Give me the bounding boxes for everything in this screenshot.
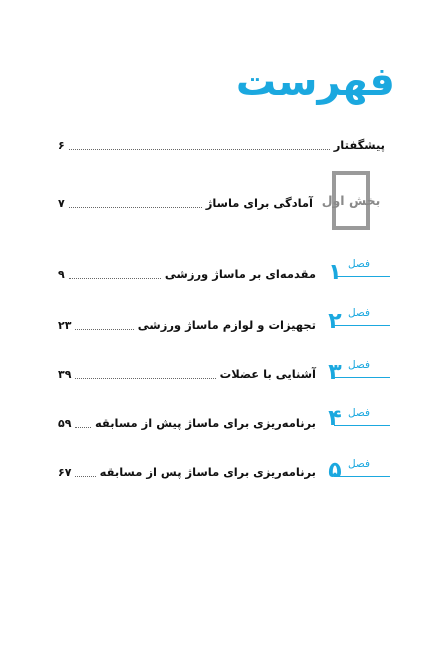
dot-leader [75, 378, 215, 379]
toc-entry-chapter-3[interactable] [58, 362, 316, 386]
toc-page-number: ۲۳ [58, 318, 72, 332]
chapter-label: فصل [347, 307, 371, 319]
toc-entry-chapter-1[interactable] [58, 262, 316, 286]
toc-entry-chapter-4[interactable] [58, 411, 316, 435]
toc-page-number: ۹ [58, 267, 65, 281]
toc-entry-part-one[interactable] [58, 191, 313, 215]
toc-page-number: ۶ [58, 138, 65, 152]
toc-entry-title: مقدمه‌ای بر ماساژ ورزشی [164, 267, 316, 281]
toc-entry-title: برنامه‌ریزی برای ماساژ پیش از مسابقه [94, 416, 316, 430]
toc-entry-preface[interactable] [58, 133, 385, 157]
chapter-number: ۱ [328, 260, 342, 285]
toc-page-number: ۷ [58, 196, 65, 210]
chapter-number: ۴ [328, 406, 342, 431]
toc-entry-title: آشنایی با عضلات [219, 367, 316, 381]
dot-leader [69, 149, 330, 150]
dot-leader [69, 207, 202, 208]
dot-leader [75, 427, 91, 428]
chapter-label: فصل [347, 258, 371, 270]
chapter-number: ۵ [328, 458, 342, 483]
chapter-number: ۲ [328, 309, 342, 334]
dot-leader [75, 329, 133, 330]
dot-leader [69, 278, 161, 279]
chapter-label: فصل [347, 458, 371, 470]
page-title: فهرست [235, 59, 395, 105]
toc-entry-title: پیشگفتار [333, 138, 385, 152]
chapter-label: فصل [347, 407, 371, 419]
chapter-label: فصل [347, 359, 371, 371]
toc-entry-title: آمادگی برای ماساژ [205, 196, 313, 210]
part-label-box [321, 171, 381, 230]
dot-leader [75, 476, 95, 477]
toc-page-number: ۶۷ [58, 465, 72, 479]
toc-entry-title: تجهیزات و لوازم ماساژ ورزشی [137, 318, 316, 332]
toc-page-number: ۵۹ [58, 416, 72, 430]
toc-page-number: ۳۹ [58, 367, 72, 381]
part-label: بخش اول [321, 193, 381, 208]
toc-entry-chapter-5[interactable] [58, 460, 316, 484]
toc-entry-title: برنامه‌ریزی برای ماساژ پس از مسابقه [99, 465, 316, 479]
chapter-number: ۳ [328, 360, 342, 385]
toc-entry-chapter-2[interactable] [58, 313, 316, 337]
